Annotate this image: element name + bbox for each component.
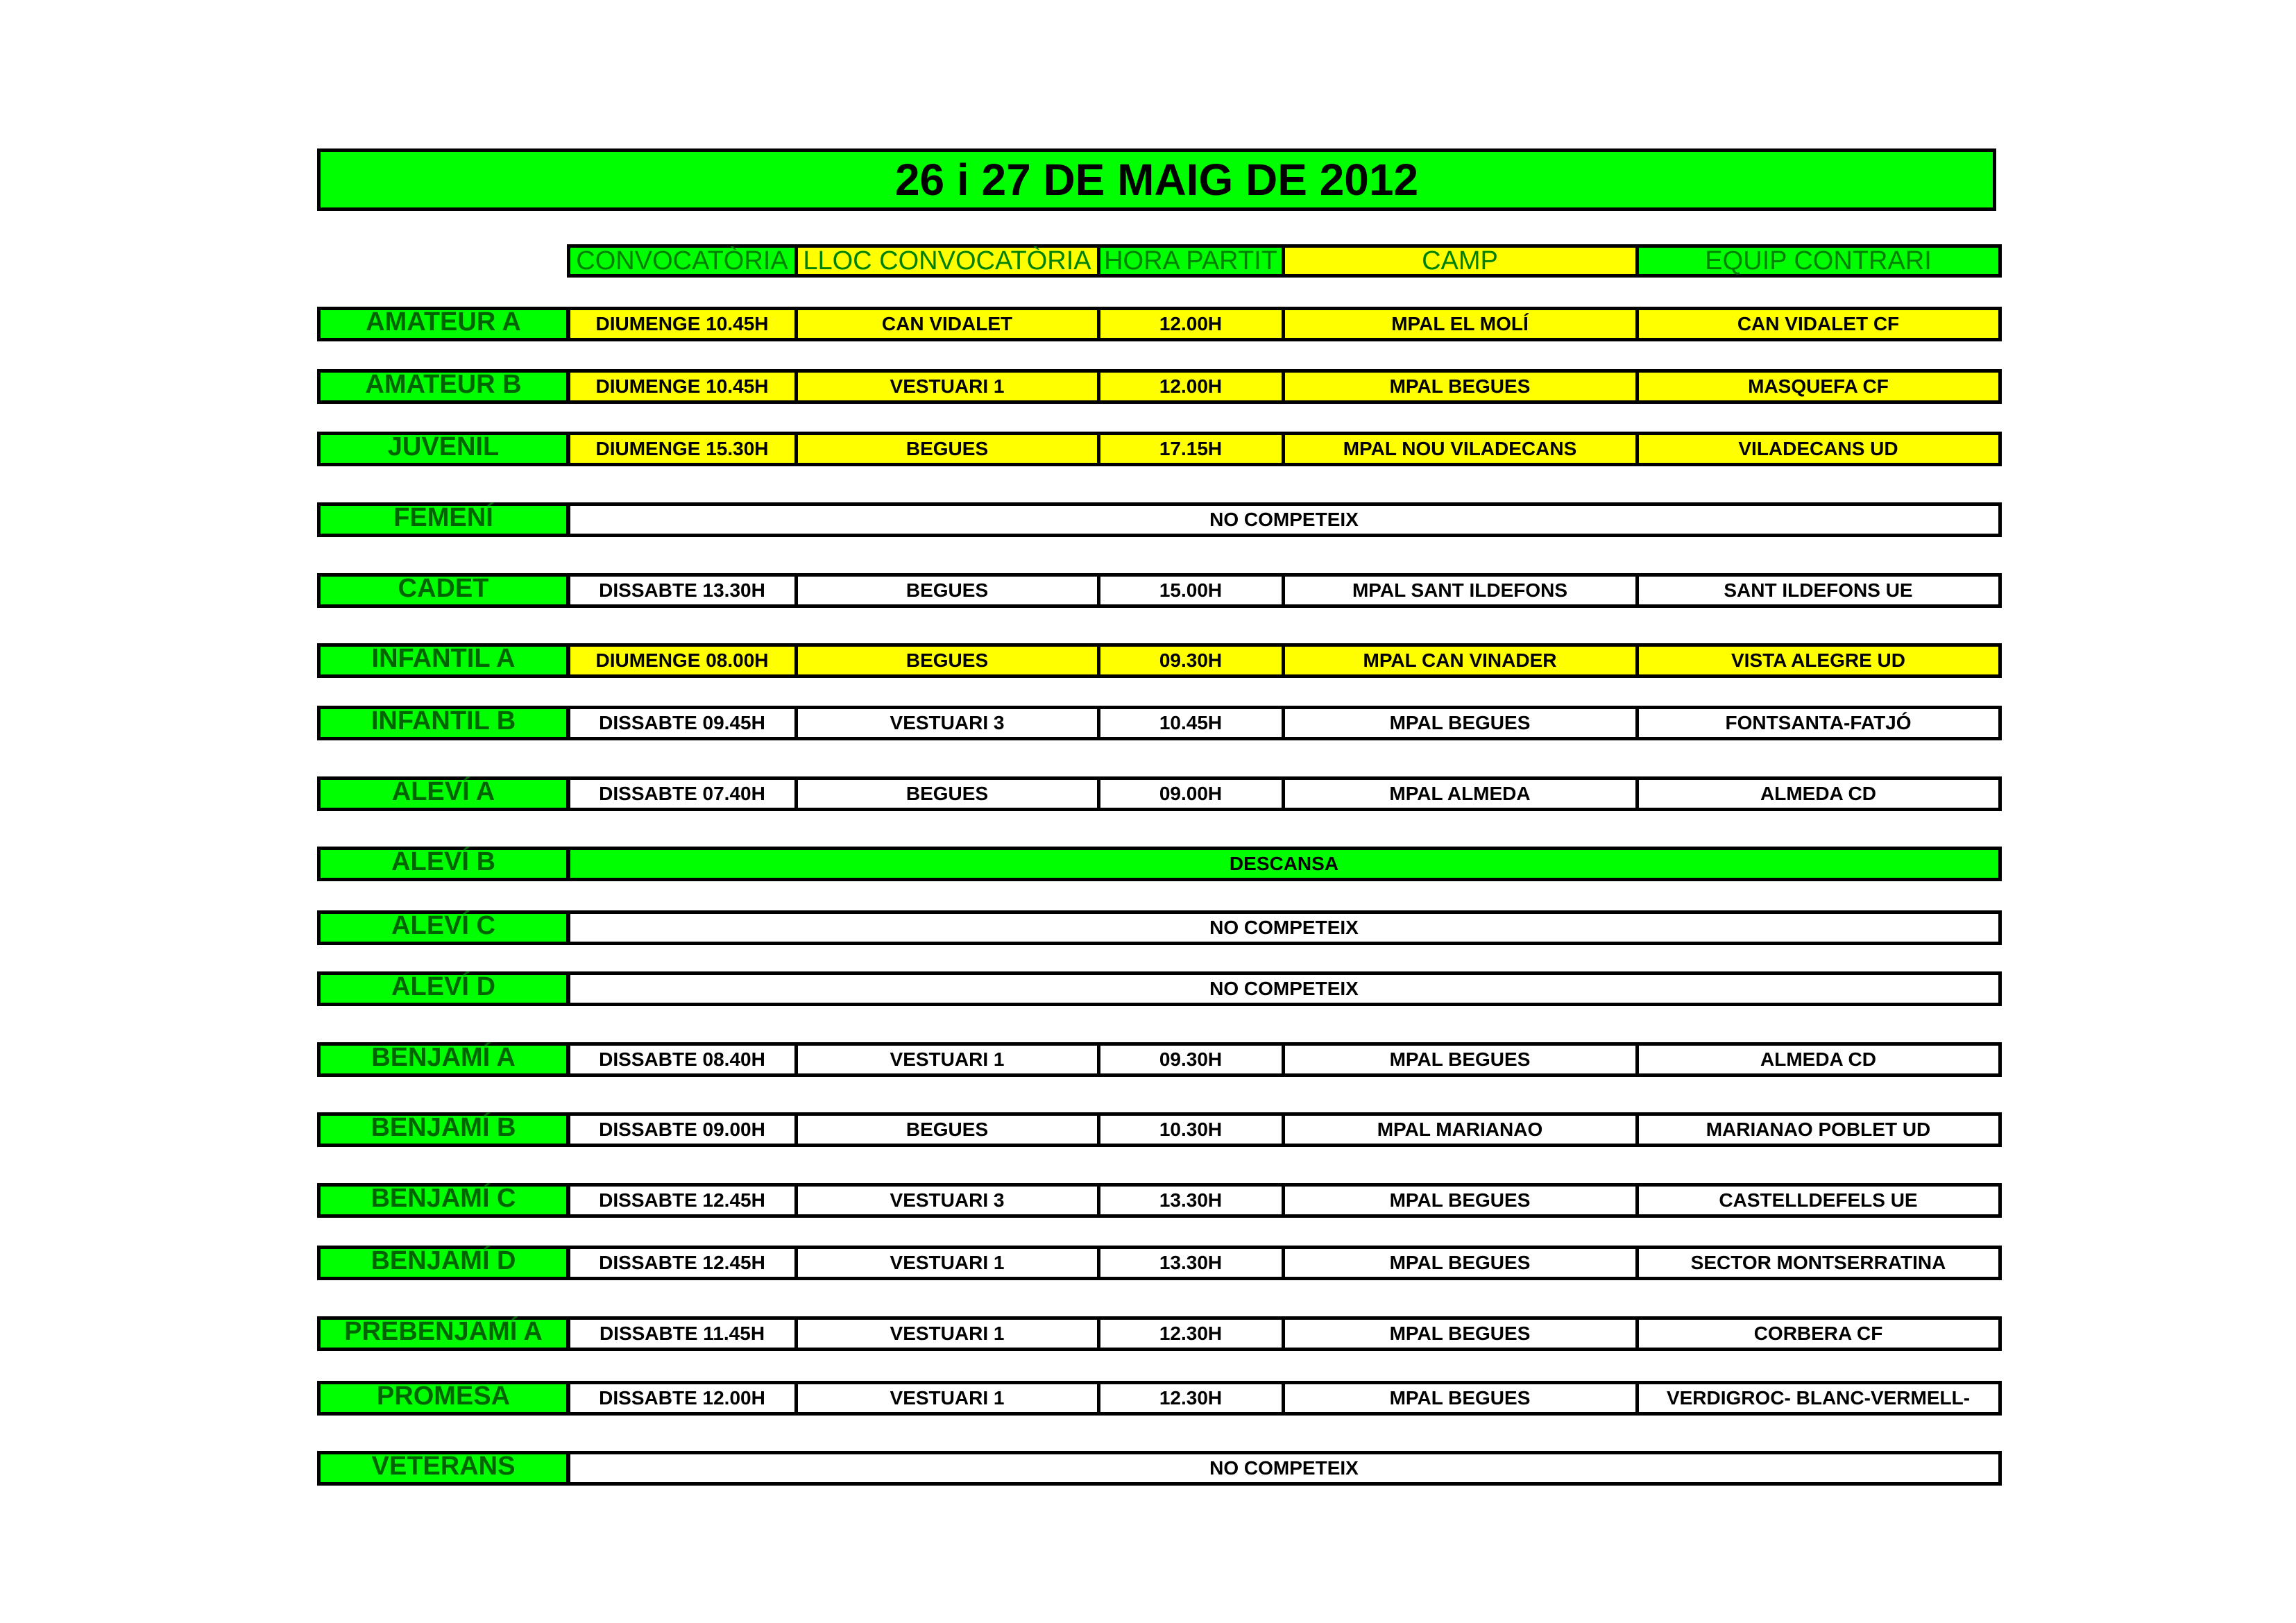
cell-divider bbox=[567, 1112, 570, 1147]
cell-divider bbox=[1097, 244, 1100, 278]
cell-divider bbox=[1097, 573, 1100, 608]
cell-divider bbox=[1097, 1246, 1100, 1280]
equip-contrari-cell: CORBERA CF bbox=[1637, 1316, 2000, 1351]
cell-divider bbox=[567, 1381, 570, 1416]
cell-divider bbox=[1635, 432, 1639, 466]
team-label: INFANTIL A bbox=[317, 643, 568, 678]
team-label: BENJAMÍ D bbox=[317, 1246, 568, 1280]
team-label: CADET bbox=[317, 573, 568, 608]
cell-divider bbox=[1097, 1042, 1100, 1077]
cell-divider bbox=[1097, 369, 1100, 404]
cell-divider bbox=[1998, 432, 2002, 466]
cell-divider bbox=[1998, 573, 2002, 608]
team-label: PREBENJAMÍ A bbox=[317, 1316, 568, 1351]
lloc-convocatoria-cell: BEGUES bbox=[796, 573, 1098, 608]
convocatoria-cell: DISSABTE 12.00H bbox=[568, 1381, 796, 1416]
cell-divider bbox=[1998, 1381, 2002, 1416]
convocatoria-cell: DISSABTE 09.45H bbox=[568, 706, 796, 740]
team-label: BENJAMÍ A bbox=[317, 1042, 568, 1077]
equip-contrari-cell: MARIANAO POBLET UD bbox=[1637, 1112, 2000, 1147]
cell-divider bbox=[1097, 432, 1100, 466]
cell-divider bbox=[794, 573, 798, 608]
cell-divider bbox=[1635, 1381, 1639, 1416]
team-label: ALEVÍ B bbox=[317, 847, 568, 881]
cell-divider bbox=[794, 1316, 798, 1351]
cell-divider bbox=[1282, 307, 1285, 341]
cell-divider bbox=[1282, 1183, 1285, 1218]
cell-divider bbox=[794, 1246, 798, 1280]
lloc-convocatoria-cell: CAN VIDALET bbox=[796, 307, 1098, 341]
cell-divider bbox=[1998, 643, 2002, 678]
cell-divider bbox=[794, 776, 798, 811]
cell-divider bbox=[794, 1183, 798, 1218]
cell-divider bbox=[567, 643, 570, 678]
equip-contrari-cell: SECTOR MONTSERRATINA bbox=[1637, 1246, 2000, 1280]
cell-divider bbox=[1097, 776, 1100, 811]
cell-divider bbox=[567, 1183, 570, 1218]
equip-contrari-cell: FONTSANTA-FATJÓ bbox=[1637, 706, 2000, 740]
equip-contrari-cell: VISTA ALEGRE UD bbox=[1637, 643, 2000, 678]
hora-partit-cell: 17.15H bbox=[1098, 432, 1283, 466]
team-label: INFANTIL B bbox=[317, 706, 568, 740]
camp-cell: MPAL BEGUES bbox=[1283, 1246, 1637, 1280]
equip-contrari-cell: CAN VIDALET CF bbox=[1637, 307, 2000, 341]
team-label: FEMENÍ bbox=[317, 502, 568, 537]
cell-divider bbox=[1998, 1183, 2002, 1218]
cell-divider bbox=[567, 1042, 570, 1077]
team-label: VETERANS bbox=[317, 1451, 568, 1486]
hora-partit-cell: 09.30H bbox=[1098, 1042, 1283, 1077]
status-note: NO COMPETEIX bbox=[568, 1451, 2000, 1486]
cell-divider bbox=[1282, 1112, 1285, 1147]
lloc-convocatoria-cell: BEGUES bbox=[796, 1112, 1098, 1147]
cell-divider bbox=[1282, 432, 1285, 466]
cell-divider bbox=[794, 369, 798, 404]
equip-contrari-cell: MASQUEFA CF bbox=[1637, 369, 2000, 404]
team-label: AMATEUR A bbox=[317, 307, 568, 341]
lloc-convocatoria-cell: VESTUARI 3 bbox=[796, 1183, 1098, 1218]
cell-divider bbox=[1998, 1316, 2002, 1351]
cell-divider bbox=[1282, 706, 1285, 740]
equip-contrari-cell: VERDIGROC- BLANC-VERMELL- bbox=[1637, 1381, 2000, 1416]
column-header-convocatoria: CONVOCATÒRIA bbox=[568, 244, 796, 278]
convocatoria-cell: DIUMENGE 15.30H bbox=[568, 432, 796, 466]
convocatoria-cell: DIUMENGE 10.45H bbox=[568, 307, 796, 341]
camp-cell: MPAL CAN VINADER bbox=[1283, 643, 1637, 678]
cell-divider bbox=[1635, 1316, 1639, 1351]
cell-divider bbox=[1998, 1451, 2002, 1486]
cell-divider bbox=[1998, 1042, 2002, 1077]
status-note: NO COMPETEIX bbox=[568, 502, 2000, 537]
cell-divider bbox=[1998, 1112, 2002, 1147]
cell-divider bbox=[1998, 1246, 2002, 1280]
lloc-convocatoria-cell: VESTUARI 1 bbox=[796, 1042, 1098, 1077]
cell-divider bbox=[1998, 502, 2002, 537]
team-label: PROMESA bbox=[317, 1381, 568, 1416]
cell-divider bbox=[1635, 706, 1639, 740]
hora-partit-cell: 13.30H bbox=[1098, 1246, 1283, 1280]
convocatoria-cell: DISSABTE 12.45H bbox=[568, 1246, 796, 1280]
lloc-convocatoria-cell: BEGUES bbox=[796, 776, 1098, 811]
cell-divider bbox=[794, 643, 798, 678]
camp-cell: MPAL MARIANAO bbox=[1283, 1112, 1637, 1147]
lloc-convocatoria-cell: VESTUARI 1 bbox=[796, 1246, 1098, 1280]
status-note: DESCANSA bbox=[568, 847, 2000, 881]
cell-divider bbox=[567, 847, 570, 881]
cell-divider bbox=[567, 910, 570, 945]
cell-divider bbox=[1282, 244, 1285, 278]
cell-divider bbox=[794, 1042, 798, 1077]
cell-divider bbox=[1282, 1246, 1285, 1280]
cell-divider bbox=[1998, 776, 2002, 811]
cell-divider bbox=[1282, 369, 1285, 404]
cell-divider bbox=[1635, 369, 1639, 404]
cell-divider bbox=[1635, 1112, 1639, 1147]
cell-divider bbox=[1097, 643, 1100, 678]
equip-contrari-cell: ALMEDA CD bbox=[1637, 776, 2000, 811]
cell-divider bbox=[1998, 971, 2002, 1006]
cell-divider bbox=[567, 244, 570, 278]
cell-divider bbox=[1635, 643, 1639, 678]
cell-divider bbox=[1635, 1183, 1639, 1218]
hora-partit-cell: 10.30H bbox=[1098, 1112, 1283, 1147]
cell-divider bbox=[1635, 244, 1639, 278]
equip-contrari-cell: ALMEDA CD bbox=[1637, 1042, 2000, 1077]
camp-cell: MPAL NOU VILADECANS bbox=[1283, 432, 1637, 466]
convocatoria-cell: DISSABTE 13.30H bbox=[568, 573, 796, 608]
cell-divider bbox=[567, 307, 570, 341]
column-header-equip-contrari: EQUIP CONTRARI bbox=[1637, 244, 2000, 278]
camp-cell: MPAL BEGUES bbox=[1283, 1381, 1637, 1416]
cell-divider bbox=[567, 971, 570, 1006]
camp-cell: MPAL BEGUES bbox=[1283, 1042, 1637, 1077]
cell-divider bbox=[1998, 369, 2002, 404]
camp-cell: MPAL SANT ILDEFONS bbox=[1283, 573, 1637, 608]
lloc-convocatoria-cell: VESTUARI 1 bbox=[796, 369, 1098, 404]
cell-divider bbox=[567, 1246, 570, 1280]
cell-divider bbox=[1635, 1246, 1639, 1280]
team-label: JUVENIL bbox=[317, 432, 568, 466]
cell-divider bbox=[1097, 1316, 1100, 1351]
lloc-convocatoria-cell: VESTUARI 3 bbox=[796, 706, 1098, 740]
equip-contrari-cell: SANT ILDEFONS UE bbox=[1637, 573, 2000, 608]
cell-divider bbox=[1282, 1316, 1285, 1351]
hora-partit-cell: 12.00H bbox=[1098, 307, 1283, 341]
cell-divider bbox=[1635, 776, 1639, 811]
cell-divider bbox=[567, 706, 570, 740]
cell-divider bbox=[1998, 307, 2002, 341]
cell-divider bbox=[794, 706, 798, 740]
team-label: ALEVÍ C bbox=[317, 910, 568, 945]
cell-divider bbox=[794, 432, 798, 466]
page-title: 26 i 27 DE MAIG DE 2012 bbox=[317, 148, 1996, 211]
cell-divider bbox=[1282, 1381, 1285, 1416]
cell-divider bbox=[1635, 573, 1639, 608]
convocatoria-cell: DISSABTE 08.40H bbox=[568, 1042, 796, 1077]
cell-divider bbox=[567, 573, 570, 608]
hora-partit-cell: 12.30H bbox=[1098, 1316, 1283, 1351]
camp-cell: MPAL ALMEDA bbox=[1283, 776, 1637, 811]
hora-partit-cell: 12.00H bbox=[1098, 369, 1283, 404]
cell-divider bbox=[1097, 1183, 1100, 1218]
equip-contrari-cell: CASTELLDEFELS UE bbox=[1637, 1183, 2000, 1218]
cell-divider bbox=[794, 1112, 798, 1147]
hora-partit-cell: 12.30H bbox=[1098, 1381, 1283, 1416]
team-label: ALEVÍ D bbox=[317, 971, 568, 1006]
lloc-convocatoria-cell: VESTUARI 1 bbox=[796, 1381, 1098, 1416]
convocatoria-cell: DIUMENGE 10.45H bbox=[568, 369, 796, 404]
team-label: ALEVÍ A bbox=[317, 776, 568, 811]
equip-contrari-cell: VILADECANS UD bbox=[1637, 432, 2000, 466]
cell-divider bbox=[1635, 307, 1639, 341]
status-note: NO COMPETEIX bbox=[568, 971, 2000, 1006]
cell-divider bbox=[1282, 643, 1285, 678]
cell-divider bbox=[1998, 847, 2002, 881]
cell-divider bbox=[1097, 307, 1100, 341]
lloc-convocatoria-cell: BEGUES bbox=[796, 643, 1098, 678]
cell-divider bbox=[567, 432, 570, 466]
column-header-camp: CAMP bbox=[1283, 244, 1637, 278]
cell-divider bbox=[1282, 573, 1285, 608]
camp-cell: MPAL BEGUES bbox=[1283, 369, 1637, 404]
lloc-convocatoria-cell: VESTUARI 1 bbox=[796, 1316, 1098, 1351]
convocatoria-cell: DISSABTE 07.40H bbox=[568, 776, 796, 811]
hora-partit-cell: 10.45H bbox=[1098, 706, 1283, 740]
lloc-convocatoria-cell: BEGUES bbox=[796, 432, 1098, 466]
hora-partit-cell: 09.30H bbox=[1098, 643, 1283, 678]
camp-cell: MPAL BEGUES bbox=[1283, 1316, 1637, 1351]
cell-divider bbox=[1998, 244, 2002, 278]
cell-divider bbox=[567, 1316, 570, 1351]
cell-divider bbox=[794, 244, 798, 278]
cell-divider bbox=[1097, 1381, 1100, 1416]
cell-divider bbox=[1998, 706, 2002, 740]
hora-partit-cell: 15.00H bbox=[1098, 573, 1283, 608]
camp-cell: MPAL EL MOLÍ bbox=[1283, 307, 1637, 341]
cell-divider bbox=[1282, 1042, 1285, 1077]
convocatoria-cell: DISSABTE 11.45H bbox=[568, 1316, 796, 1351]
cell-divider bbox=[1097, 1112, 1100, 1147]
cell-divider bbox=[567, 502, 570, 537]
column-header-lloc-convocatoria: LLOC CONVOCATÒRIA bbox=[796, 244, 1098, 278]
camp-cell: MPAL BEGUES bbox=[1283, 1183, 1637, 1218]
convocatoria-cell: DIUMENGE 08.00H bbox=[568, 643, 796, 678]
cell-divider bbox=[1998, 910, 2002, 945]
column-header-hora-partit: HORA PARTIT bbox=[1098, 244, 1283, 278]
team-label: AMATEUR B bbox=[317, 369, 568, 404]
team-label: BENJAMÍ C bbox=[317, 1183, 568, 1218]
hora-partit-cell: 13.30H bbox=[1098, 1183, 1283, 1218]
hora-partit-cell: 09.00H bbox=[1098, 776, 1283, 811]
status-note: NO COMPETEIX bbox=[568, 910, 2000, 945]
cell-divider bbox=[1282, 776, 1285, 811]
team-label: BENJAMÍ B bbox=[317, 1112, 568, 1147]
cell-divider bbox=[567, 369, 570, 404]
camp-cell: MPAL BEGUES bbox=[1283, 706, 1637, 740]
convocatoria-cell: DISSABTE 12.45H bbox=[568, 1183, 796, 1218]
cell-divider bbox=[1635, 1042, 1639, 1077]
cell-divider bbox=[567, 1451, 570, 1486]
cell-divider bbox=[567, 776, 570, 811]
cell-divider bbox=[794, 307, 798, 341]
cell-divider bbox=[794, 1381, 798, 1416]
convocatoria-cell: DISSABTE 09.00H bbox=[568, 1112, 796, 1147]
cell-divider bbox=[1097, 706, 1100, 740]
